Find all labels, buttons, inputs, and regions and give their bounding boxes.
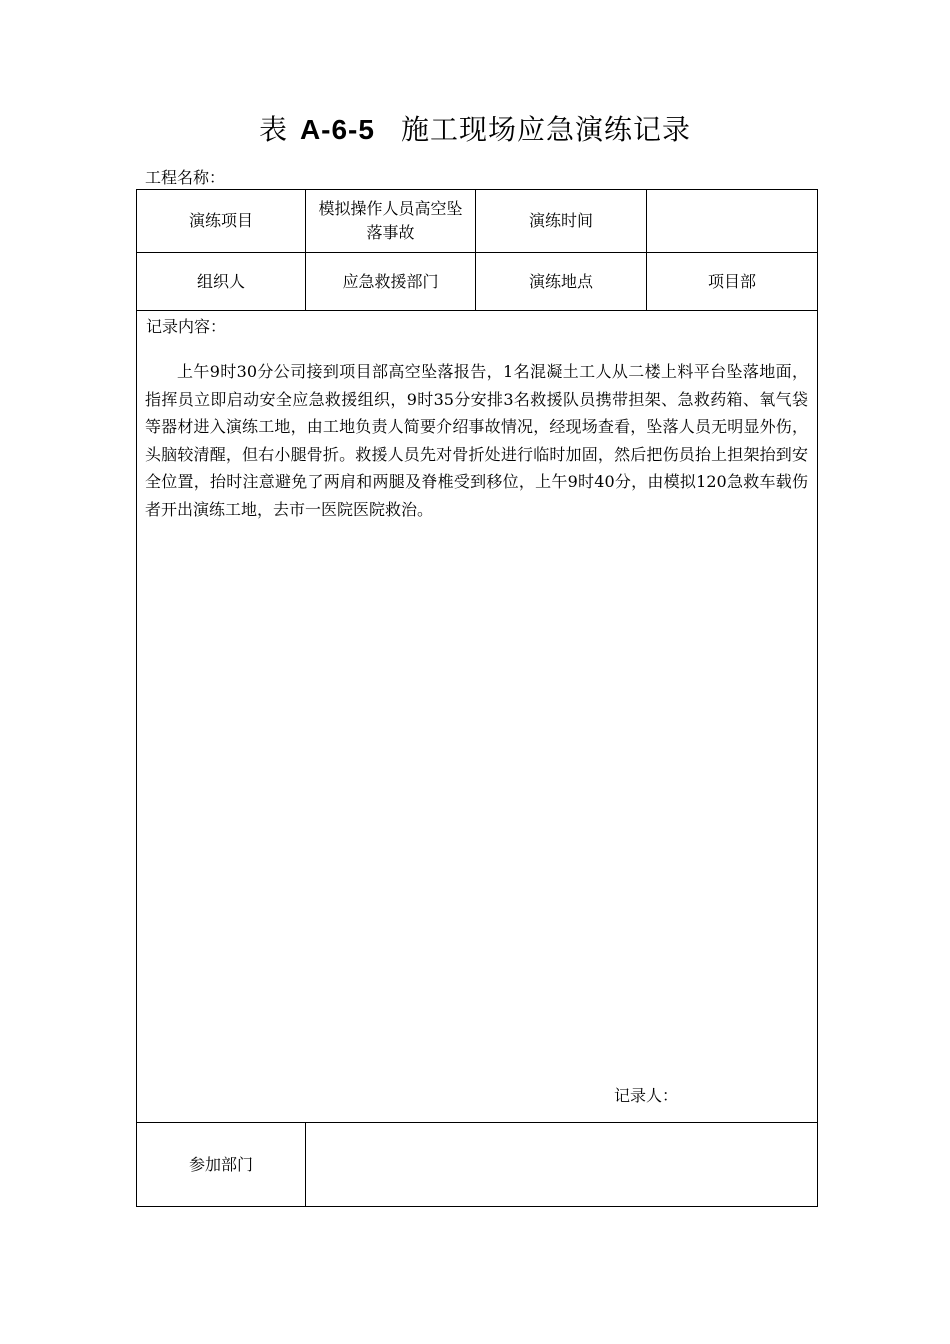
participating-departments-label: 参加部门 — [137, 1123, 306, 1207]
title-code: A-6-5 — [299, 114, 375, 145]
recorder-label: 记录人： — [614, 1086, 679, 1105]
document-title — [0, 108, 950, 152]
title-prefix: 表 — [259, 113, 289, 146]
organizer-value: 应急救援部门 — [306, 253, 476, 311]
record-content-body: 上午9时30分公司接到项目部高空坠落报告，1名混凝土工人从二楼上料平台坠落地面，指挥员立即启动安全应急救援组织，9时35分安排3名救援队员携带担架、急救药箱、氧气袋等器材进入演练工地，由工地负责人简要介绍事故情况，经现场查看，坠落人员无明显外伤，头脑较清醒，但右小腿骨折。救援人员先对骨折处进行临时加固，然后把伤员抬上担架抬到安全位置，抬时注意避免了两肩和两腿及脊椎受到移位，上午9时40分，由模拟120急救车载伤者开出演练工地，去市一医院医院救治。 — [145, 362, 808, 519]
title-text: 施工现场应急演练记录 — [400, 113, 691, 146]
drill-location-value: 项目部 — [647, 253, 818, 311]
drill-record-table — [136, 189, 818, 1207]
drill-time-value — [647, 190, 818, 253]
table-row-participating-departments — [137, 1123, 818, 1207]
table-row-record-content — [137, 311, 818, 1123]
drill-item-label: 演练项目 — [137, 190, 306, 253]
table-row-drill-item — [137, 190, 818, 253]
drill-item-value: 模拟操作人员高空坠落事故 — [306, 190, 476, 253]
drill-location-label: 演练地点 — [476, 253, 647, 311]
drill-time-label: 演练时间 — [476, 190, 647, 253]
organizer-label: 组织人 — [137, 253, 306, 311]
project-name-label: 工程名称： — [145, 168, 226, 187]
table-row-organizer — [137, 253, 818, 311]
record-content-cell — [137, 311, 818, 1123]
record-content-label: 记录内容： — [146, 317, 227, 336]
participating-departments-value — [306, 1123, 818, 1207]
